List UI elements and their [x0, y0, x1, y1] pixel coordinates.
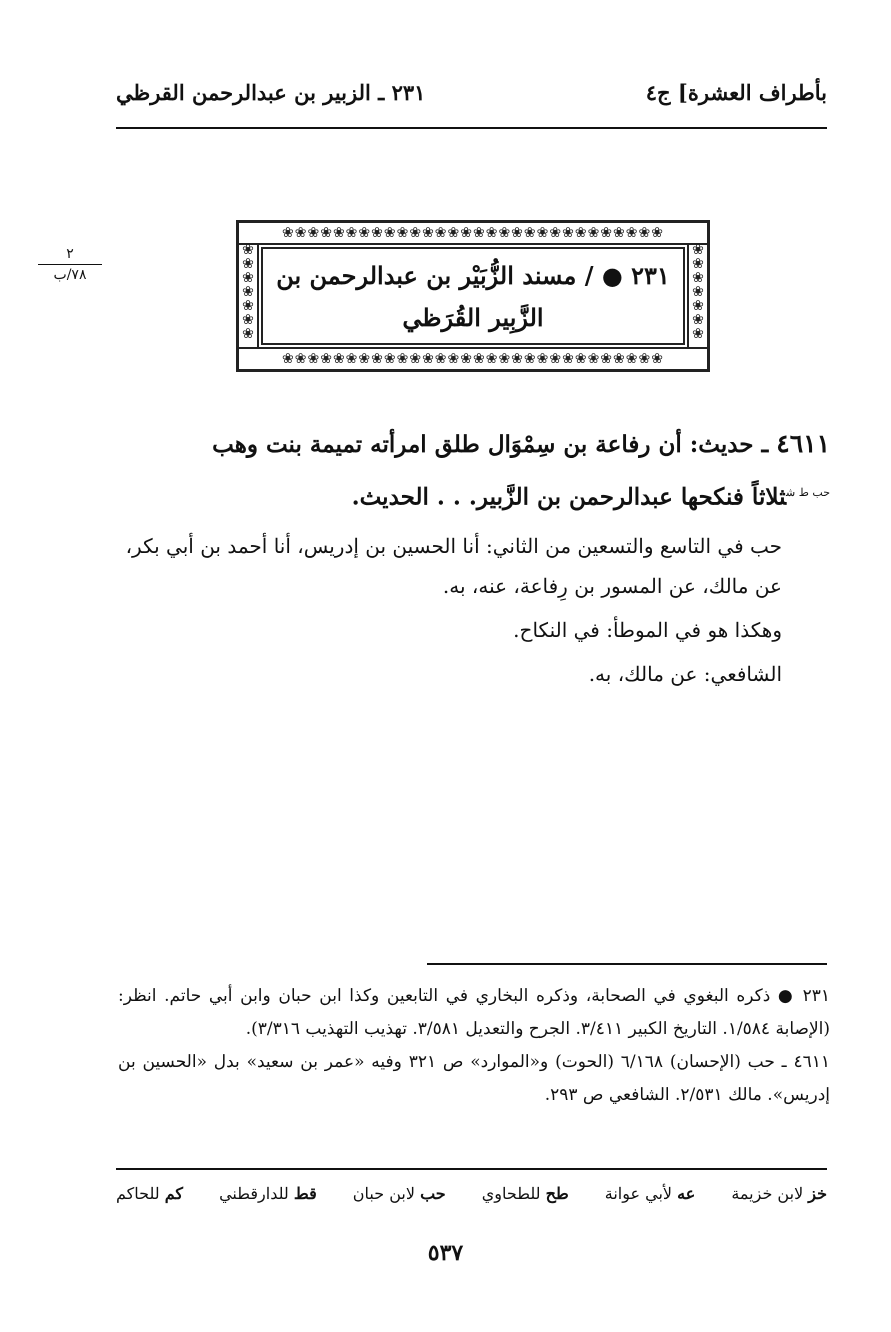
commentary-paragraph: حب في التاسع والتسعين من الثاني: أنا الحسين بن إدريس، أنا أحمد بن أبي بكر، عن مالك، عن المسور بن رِفاعة، عنه، به. — [125, 533, 782, 598]
legend-rule — [116, 1168, 827, 1170]
section-title-line1: ٢٣١ ● / مسند الزُّبَيْر بن عبدالرحمن بن — [276, 261, 670, 290]
legend-item: عه لأبي عوانة — [604, 1184, 696, 1203]
hadith-number: ٤٦١١ — [776, 429, 830, 458]
ornament-border-bottom: ❀❀❀❀❀❀❀❀❀❀❀❀❀❀❀❀❀❀❀❀❀❀❀❀❀❀❀❀❀❀ — [239, 347, 707, 369]
footnote: ٤٦١١ ـ حب (الإحسان) ٦/١٦٨ (الحوت) و«الموارد» ص ٣٢١ وفيه «عمر بن سعيد» بدل «الحسين بن إدريس». مالك ٢/٥٣١. الشافعي ص ٢٩٣. — [118, 1052, 830, 1105]
footnotes — [118, 980, 830, 1112]
running-header-section: ٢٣١ ـ الزبير بن عبدالرحمن القرظي — [116, 80, 426, 105]
footnote-rule — [427, 963, 827, 965]
hadith-entry — [118, 420, 830, 522]
legend-item: كم للحاكم — [116, 1184, 184, 1203]
running-header-book: بأطراف العشرة] ج٤ — [645, 80, 827, 105]
margin-note — [38, 246, 102, 283]
margin-note-ref: ٧٨/ب — [53, 267, 87, 283]
footnote: ٢٣١ ● ذكره البغوي في الصحابة، وذكره البخاري في التابعين وكذا ابن حبان وابن أبي حاتم. انظر: (الإصابة ١/٥٨٤. التاريخ الكبير ٣/٤١١. الجرح والتعديل ٣/٥٨١. تهذيب التهذيب ٣/٣١٦). — [118, 986, 830, 1039]
commentary-paragraph: وهكذا هو في الموطأ: في النكاح. — [513, 617, 782, 642]
section-title — [261, 247, 685, 345]
legend-item: قط للدارقطني — [219, 1184, 317, 1203]
title-frame — [236, 220, 710, 372]
page-number: ٥٣٧ — [427, 1240, 464, 1266]
ornament-border-right: ❀ ❀ ❀ ❀ ❀ ❀ ❀ — [687, 243, 707, 349]
legend-item: خز لابن خزيمة — [731, 1184, 827, 1203]
header-rule — [116, 127, 827, 129]
hadith-text-b: ثلاثاً فنكحها عبدالرحمن بن الزَّبير. . . الحديث. — [351, 483, 787, 511]
main-text — [118, 420, 830, 694]
hadith-text-a: ـ حديث: أن رفاعة بن سِمْوَال طلق امرأته تميمة بنت وهب — [212, 431, 769, 458]
ornament-border-left: ❀ ❀ ❀ ❀ ❀ ❀ ❀ — [239, 243, 259, 349]
abbreviation-legend — [116, 1184, 827, 1203]
margin-note-number: ٢ — [38, 246, 102, 265]
legend-item: حب لابن حبان — [352, 1184, 446, 1203]
commentary-paragraph: الشافعي: عن مالك، به. — [588, 661, 782, 686]
section-title-line2: الزَّبِير القُرَظي — [402, 303, 544, 332]
hadith-sigla: حب ط ش — [786, 486, 830, 499]
legend-item: طح للطحاوي — [481, 1184, 569, 1203]
ornament-border-top: ❀❀❀❀❀❀❀❀❀❀❀❀❀❀❀❀❀❀❀❀❀❀❀❀❀❀❀❀❀❀ — [239, 223, 707, 245]
